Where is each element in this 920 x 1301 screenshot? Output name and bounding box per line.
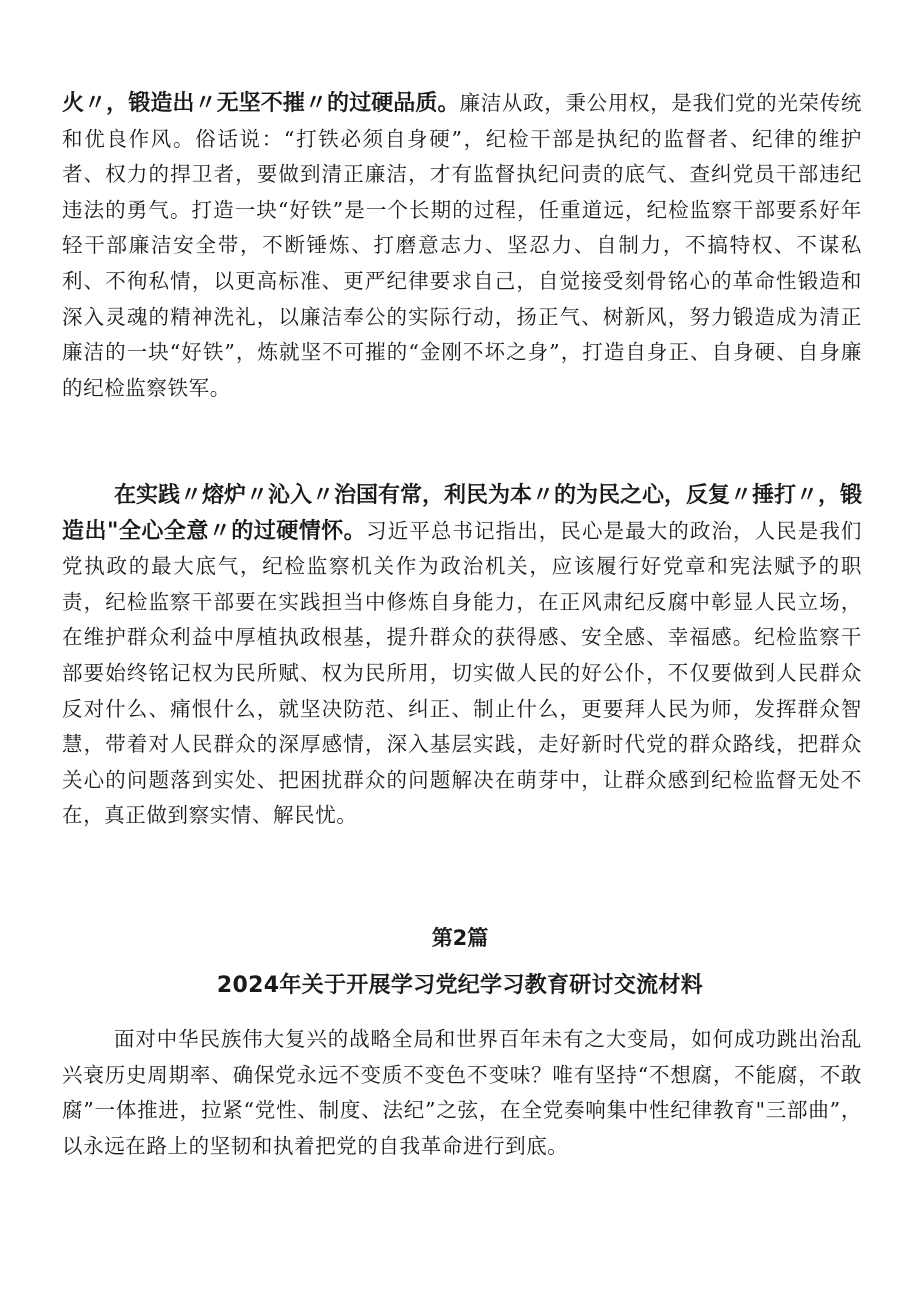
paragraph-2-lead: 在实践〃熔炉〃沁入〃治国有常，利民为本〃的为民之心，反复〃捶打〃，锻造出"全心全意〃的过硬情怀。 [62, 483, 863, 544]
paragraph-1 [62, 86, 862, 406]
paragraph-2-body: 习近平总书记指出，民心是最大的政治，人民是我们党执政的最大底气，纪检监察机关作为政治机关，应该履行好党章和宪法赋予的职责，纪检监察干部要在实践担当中修炼自身能力，在正风肃纪反腐中彰显人民立场，在维护群众利益中厚植执政根基，提升群众的获得感、安全感、幸福感。纪检监察干部要始终铭记权为民所赋、权为民所用，切实做人民的好公仆，不仅要做到人民群众反对什么、痛恨什么，就坚决防范、纠正、制止什么，更要拜人民为师，发挥群众智慧，带着对人民群众的深厚感情，深入基层实践，走好新时代党的群众路线，把群众关心的问题落到实处、把困扰群众的问题解决在萌芽中，让群众感到纪检监督无处不在，真正做到察实情、解民忧。 [62, 518, 862, 828]
paragraph-1-body: 廉洁从政，秉公用权，是我们党的光荣传统和优良作风。俗话说：“打铁必须自身硬”，纪检干部是执纪的监督者、纪律的维护者、权力的捍卫者，要做到清正廉洁，才有监督执纪问责的底气、查纠党员干部违纪违法的勇气。打造一块“好铁”是一个长期的过程，任重道远，纪检监察干部要系好年轻干部廉洁安全带，不断锤炼、打磨意志力、坚忍力、自制力，不搞特权、不谋私利、不徇私情，以更高标准、更严纪律要求自己，自觉接受刻骨铭心的革命性锻造和深入灵魂的精神洗礼，以廉洁奉公的实际行动，扬正气、树新风，努力锻造成为清正廉洁的一块“好铁”，炼就坚不可摧的“金刚不坏之身”，打造自身正、自身硬、自身廉的纪检监察铁军。 [62, 91, 862, 400]
article-title: 2024年关于开展学习党纪学习教育研讨交流材料 [216, 973, 704, 998]
paragraph-3: 面对中华民族伟大复兴的战略全局和世界百年未有之大变局，如何成功跳出治乱兴衰历史周期率、确保党永远不变质不变色不变味？唯有坚持“不想腐，不能腐，不敢腐”一体推进，拉紧“党性、制度、法纪”之弦，在全党奏响集中性纪律教育"三部曲”，以永远在路上的坚韧和执着把党的自我革命进行到底。 [62, 1027, 862, 1158]
paragraph-1-lead: 火〃，锻造出〃无坚不摧〃的过硬品质。 [62, 91, 460, 116]
chapter-label: 第2篇 [431, 926, 489, 950]
paragraph-2 [62, 478, 862, 834]
